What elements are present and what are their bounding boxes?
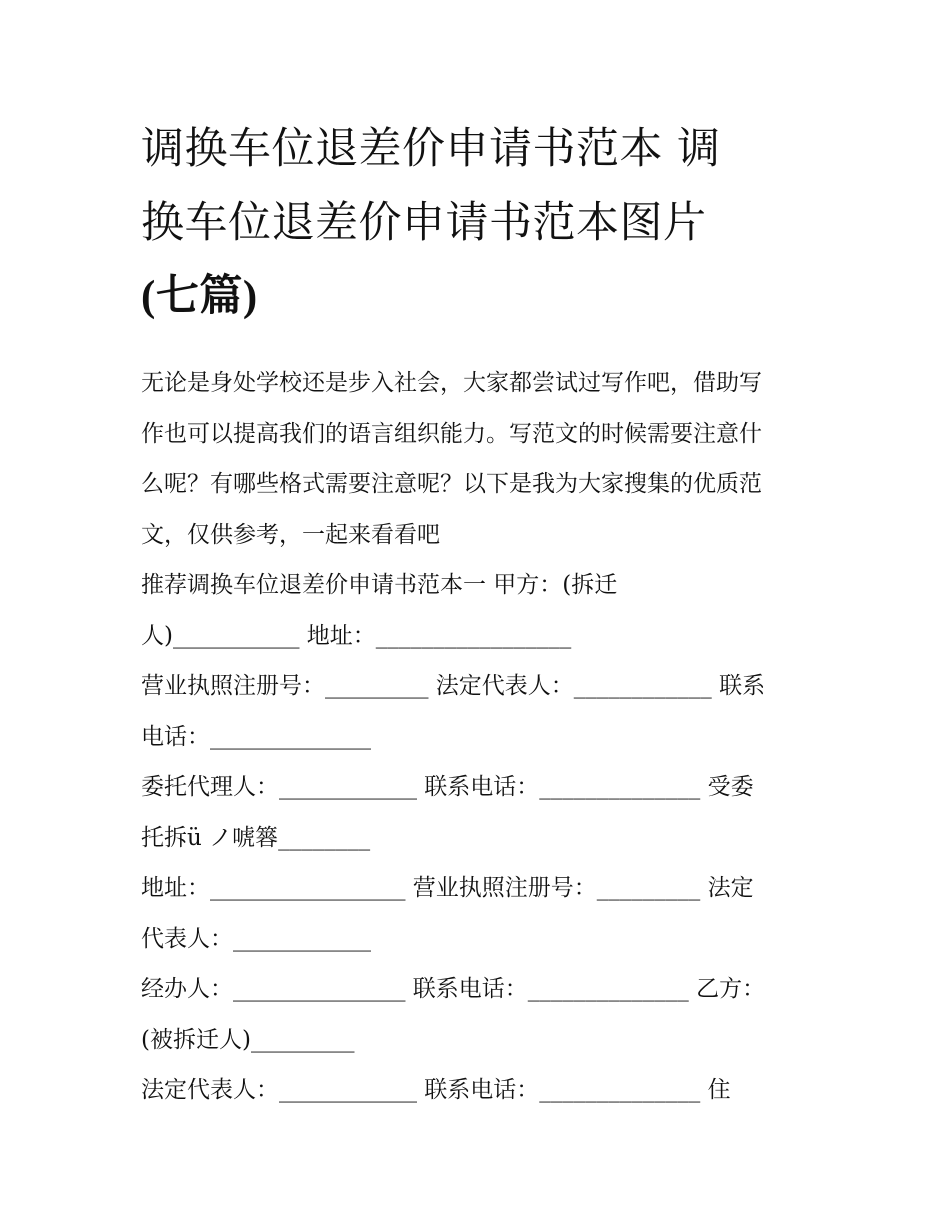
body-line: 代表人：____________ bbox=[141, 925, 371, 952]
title-line-2: 换车位退差价申请书范本图片 bbox=[141, 198, 707, 248]
body-line: 无论是身处学校还是步入社会，大家都尝试过写作吧，借助写 bbox=[141, 370, 762, 396]
body-line: 地址：_________________ 营业执照注册号：_________ 法定 bbox=[141, 875, 754, 901]
document-body bbox=[141, 358, 816, 1116]
body-line: 人)___________ 地址：_________________ bbox=[141, 622, 572, 649]
title-line-1: 调换车位退差价申请书范本 调 bbox=[141, 124, 721, 174]
body-line: 经办人：_______________ 联系电话：______________ 乙方： bbox=[141, 976, 766, 1002]
body-line: 推荐调换车位退差价申请书范本一 甲方：(拆迁 bbox=[141, 572, 618, 598]
body-line: 电话：______________ bbox=[141, 723, 371, 750]
body-line: 营业执照注册号：_________ 法定代表人：____________ 联系 bbox=[141, 673, 766, 699]
body-line: 法定代表人：____________ 联系电话：______________ 住 bbox=[141, 1077, 731, 1103]
body-line: 么呢？有哪些格式需要注意呢？以下是我为大家搜集的优质范 bbox=[141, 471, 762, 497]
title-line-3: (七篇) bbox=[141, 273, 258, 320]
body-line: 托拆ü ノ唬簭________ bbox=[141, 824, 371, 851]
document-title bbox=[141, 112, 816, 334]
body-line: 文，仅供参考，一起来看看吧 bbox=[141, 521, 440, 548]
body-line: 委托代理人：____________ 联系电话：______________ 受委 bbox=[141, 774, 754, 800]
body-line: 作也可以提高我们的语言组织能力。写范文的时候需要注意什 bbox=[141, 420, 762, 447]
body-line: (被拆迁人)_________ bbox=[141, 1026, 355, 1053]
document-content bbox=[141, 112, 816, 1116]
